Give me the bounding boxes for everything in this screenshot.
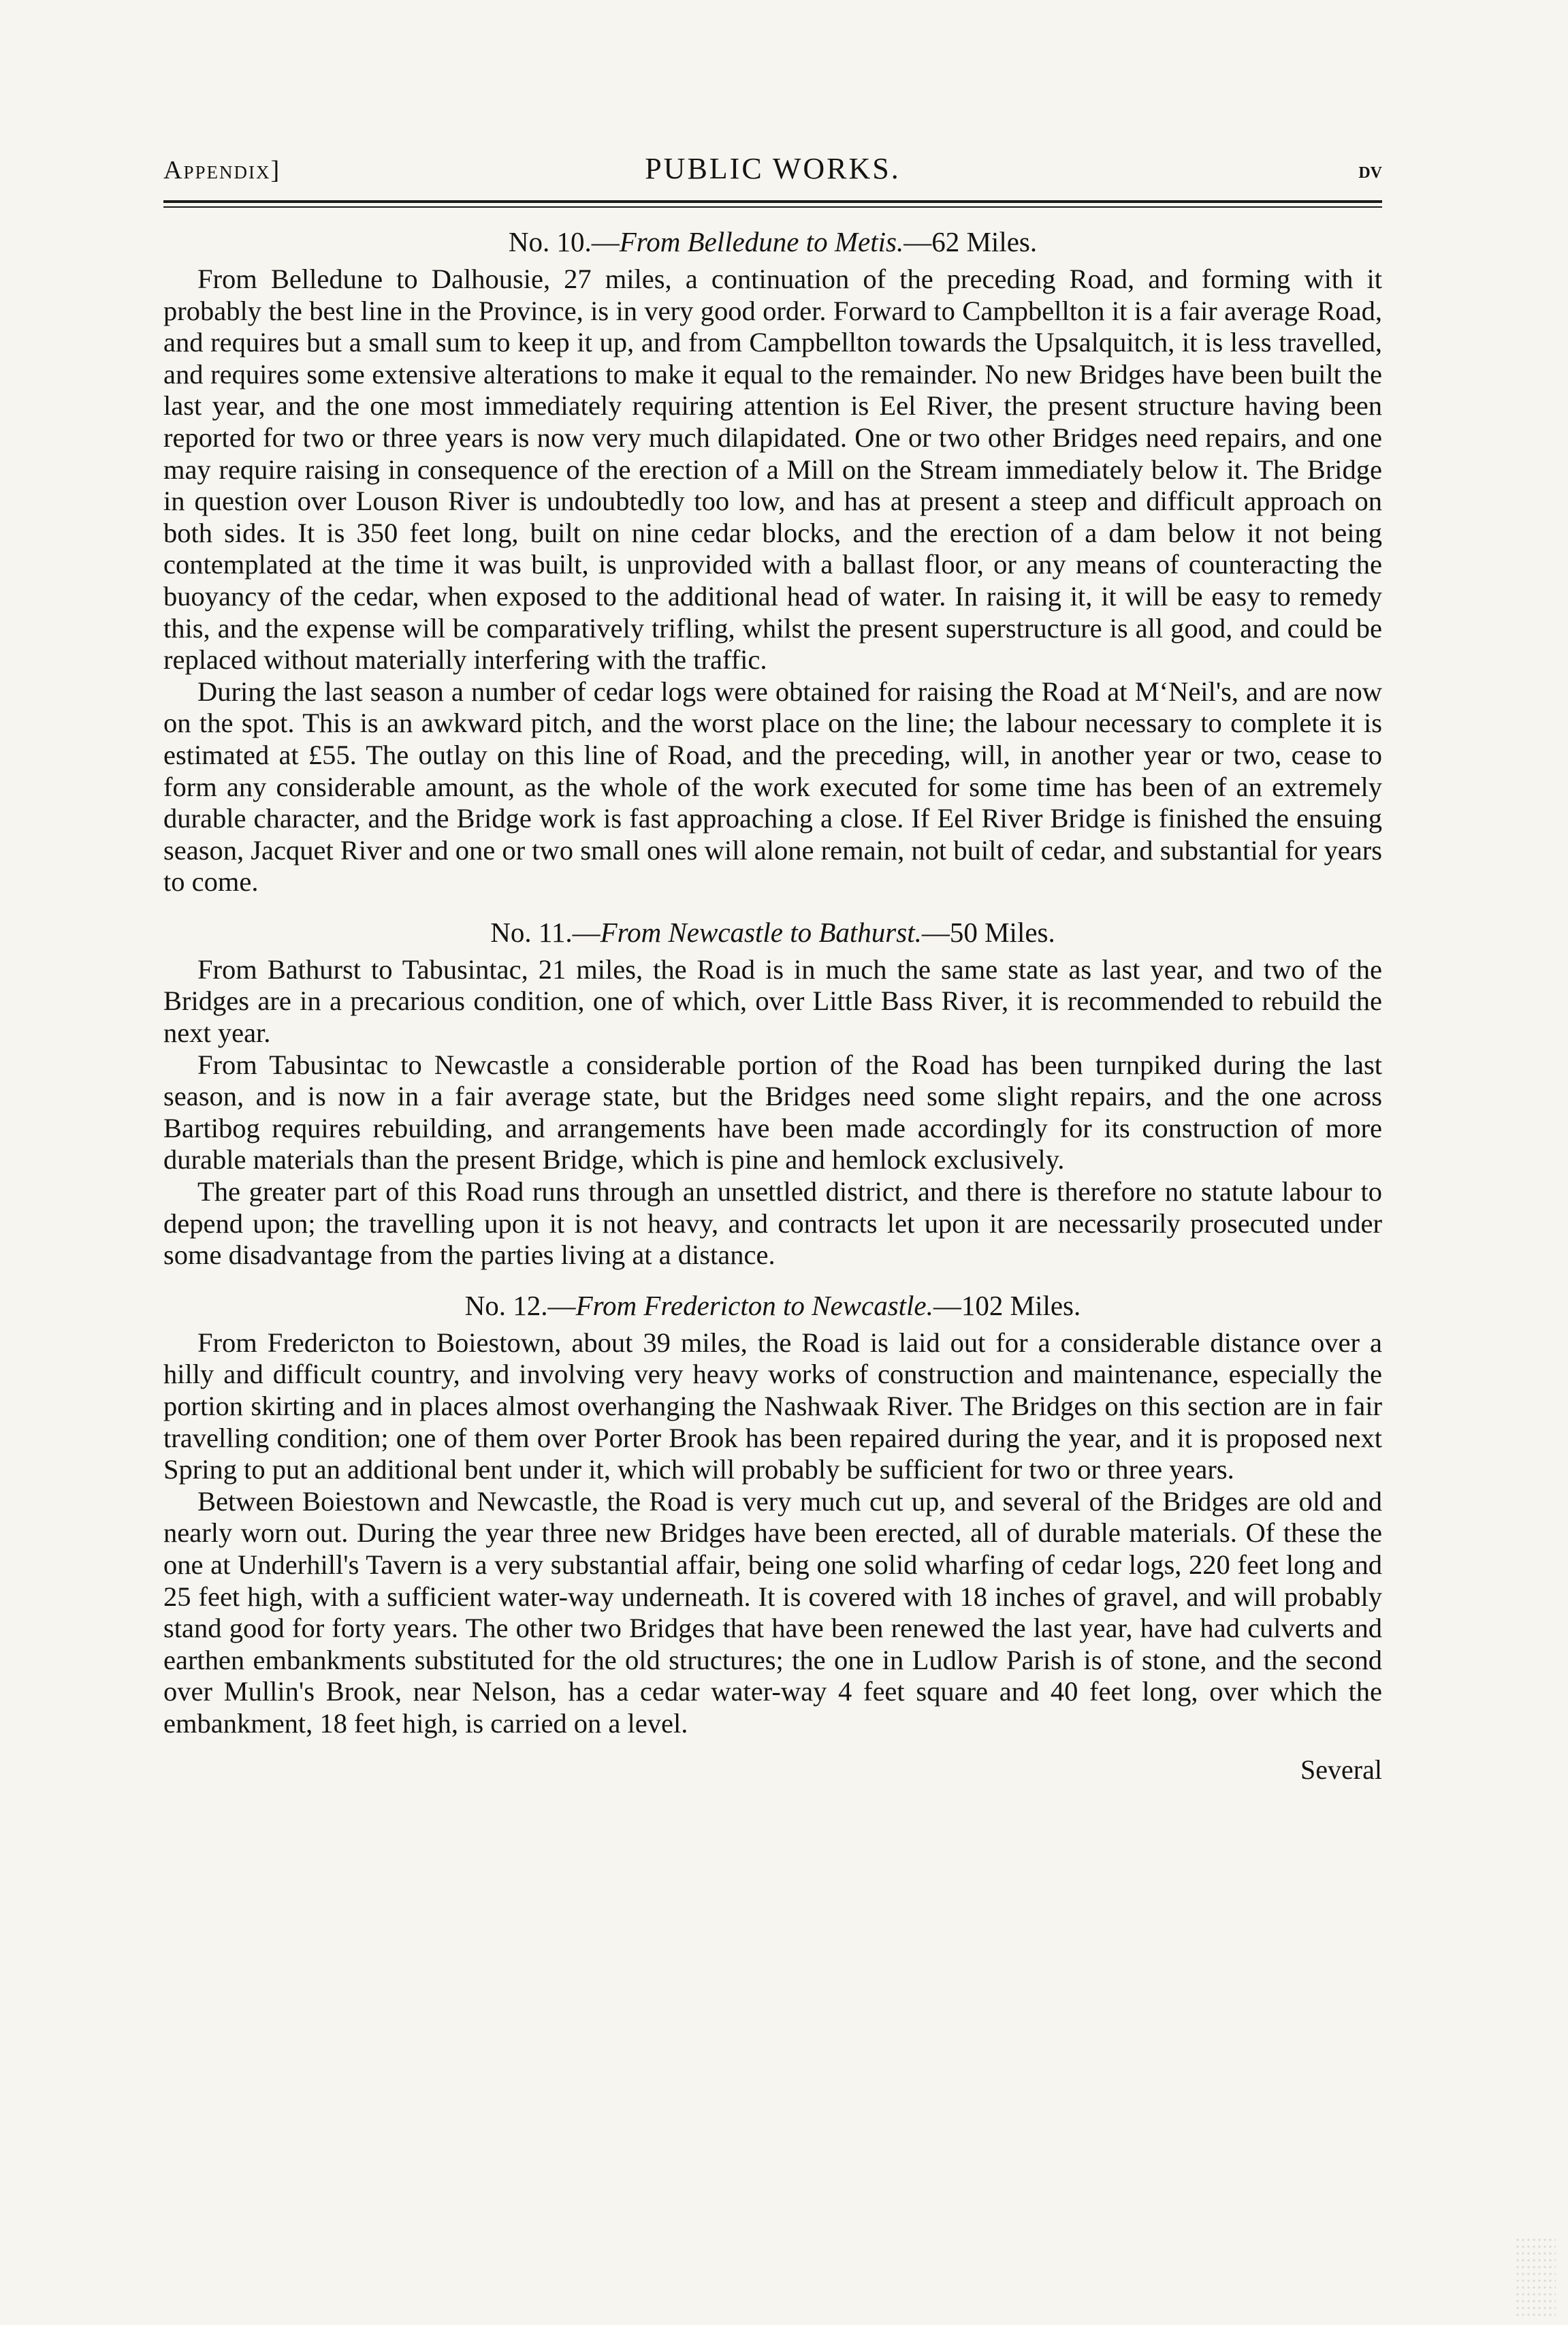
paragraph: From Bathurst to Tabusintac, 21 miles, the Road is in much the same state as last year, and two of the Bridges are in a precarious condition, one of which, over Little Bass River, it is recommended to rebuild the next year. [163,953,1382,1049]
section-11 [163,916,1382,1271]
section-distance: —62 Miles. [903,226,1038,257]
section-distance: —102 Miles. [933,1289,1081,1321]
section-route: From Belledune to Metis. [619,226,904,257]
paragraph: During the last season a number of cedar logs were obtained for raising the Road at M‘Neil's, and are now on the spot. This is an awkward pitch, and the worst place on the line; the labour necessary to complete it is estimated at £55. The outlay on this line of Road, and the preceding, will, in another year or two, cease to form any considerable amount, as the whole of the work executed for some time has been of an extremely durable character, and the Bridge work is fast approaching a close. If Eel River Bridge is finished the ensuing season, Jacquet River and one or two small ones will alone remain, not built of cedar, and substantial for years to come. [163,676,1382,898]
paragraph: From Fredericton to Boiestown, about 39 miles, the Road is laid out for a considerable distance over a hilly and difficult country, and involving very heavy works of construction and maintenance, especially the portion skirting and in places almost overhanging the Nashwaak River. The Bridges on this section are in fair travelling condition; one of them over Porter Brook has been repaired during the year, and it is proposed next Spring to put an additional bent under it, which will probably be sufficient for two or three years. [163,1327,1382,1485]
catchword: Several [1300,1754,1382,1785]
section-title [163,225,1382,258]
section-number: No. 10.— [508,226,620,257]
header-page-number: dv [1358,158,1382,183]
header-appendix: Appendix] [163,156,281,185]
paragraph: Between Boiestown and Newcastle, the Road is very much cut up, and several of the Bridges are old and nearly worn out. During the year three new Bridges have been erected, all of durable materials. Of these the one at Underhill's Tavern is a very substantial affair, being one solid wharfing of cedar logs, 220 feet long and 25 feet high, with a sufficient water-way underneath. It is covered with 18 inches of gravel, and will probably stand good for forty years. The other two Bridges that have been renewed the last year, have had culverts and earthen embankments substituted for the old structures; the one in Ludlow Parish is of stone, and the second over Mullin's Brook, near Nelson, has a cedar water-way 4 feet square and 40 feet long, over which the embankment, 18 feet high, is carried on a level. [163,1485,1382,1739]
section-distance: —50 Miles. [921,916,1055,948]
paragraph: From Belledune to Dalhousie, 27 miles, a continuation of the preceding Road, and forming with it probably the best line in the Province, is in very good order. Forward to Campbellton it is a fair average Road, and requires but a small sum to keep it up, and from Campbellton towards the Upsalquitch, it is less travelled, and requires some extensive alterations to make it equal to the remainder. No new Bridges have been built the last year, and the one most immediately requiring attention is Eel River, the present structure having been reported for two or three years is now very much dilapidated. One or two other Bridges need repairs, and one may require raising in consequence of the erection of a Mill on the Stream immediately below it. The Bridge in question over Louson River is undoubtedly too low, and has at present a steep and difficult approach on both sides. It is 350 feet long, built on nine cedar blocks, and the erection of a dam below it not being contemplated at the time it was built, is unprovided with a ballast floor, or any means of counteracting the buoyancy of the cedar, when exposed to the additional head of water. In raising it, it will be easy to remedy this, and the expense will be comparatively trifling, whilst the present superstructure is all good, and could be replaced without materially interfering with the traffic. [163,264,1382,676]
header-rule-thin [163,206,1382,208]
section-12 [163,1289,1382,1740]
paper-speckle [1515,2236,1556,2318]
header-rule-thick [163,200,1382,203]
section-title [163,1289,1382,1322]
header-title: PUBLIC WORKS. [645,152,901,185]
section-10 [163,225,1382,898]
section-route: From Newcastle to Bathurst. [600,916,922,948]
document-page [163,151,1382,1786]
section-number: No. 12.— [464,1289,576,1321]
paragraph: The greater part of this Road runs through an unsettled district, and there is therefore no statute labour to depend upon; the travelling upon it is not heavy, and contracts let upon it are necessarily prosecuted under some disadvantage from the parties living at a distance. [163,1176,1382,1271]
section-route: From Fredericton to Newcastle. [575,1289,933,1321]
section-number: No. 11.— [490,916,601,948]
running-header [163,151,1382,199]
paragraph: From Tabusintac to Newcastle a considerable portion of the Road has been turnpiked during the last season, and is now in a fair average state, but the Bridges need some slight repairs, and the one across Bartibog requires rebuilding, and arrangements have been made accordingly for its construction of more durable materials than the present Bridge, which is pine and hemlock exclusively. [163,1049,1382,1175]
section-title [163,916,1382,949]
